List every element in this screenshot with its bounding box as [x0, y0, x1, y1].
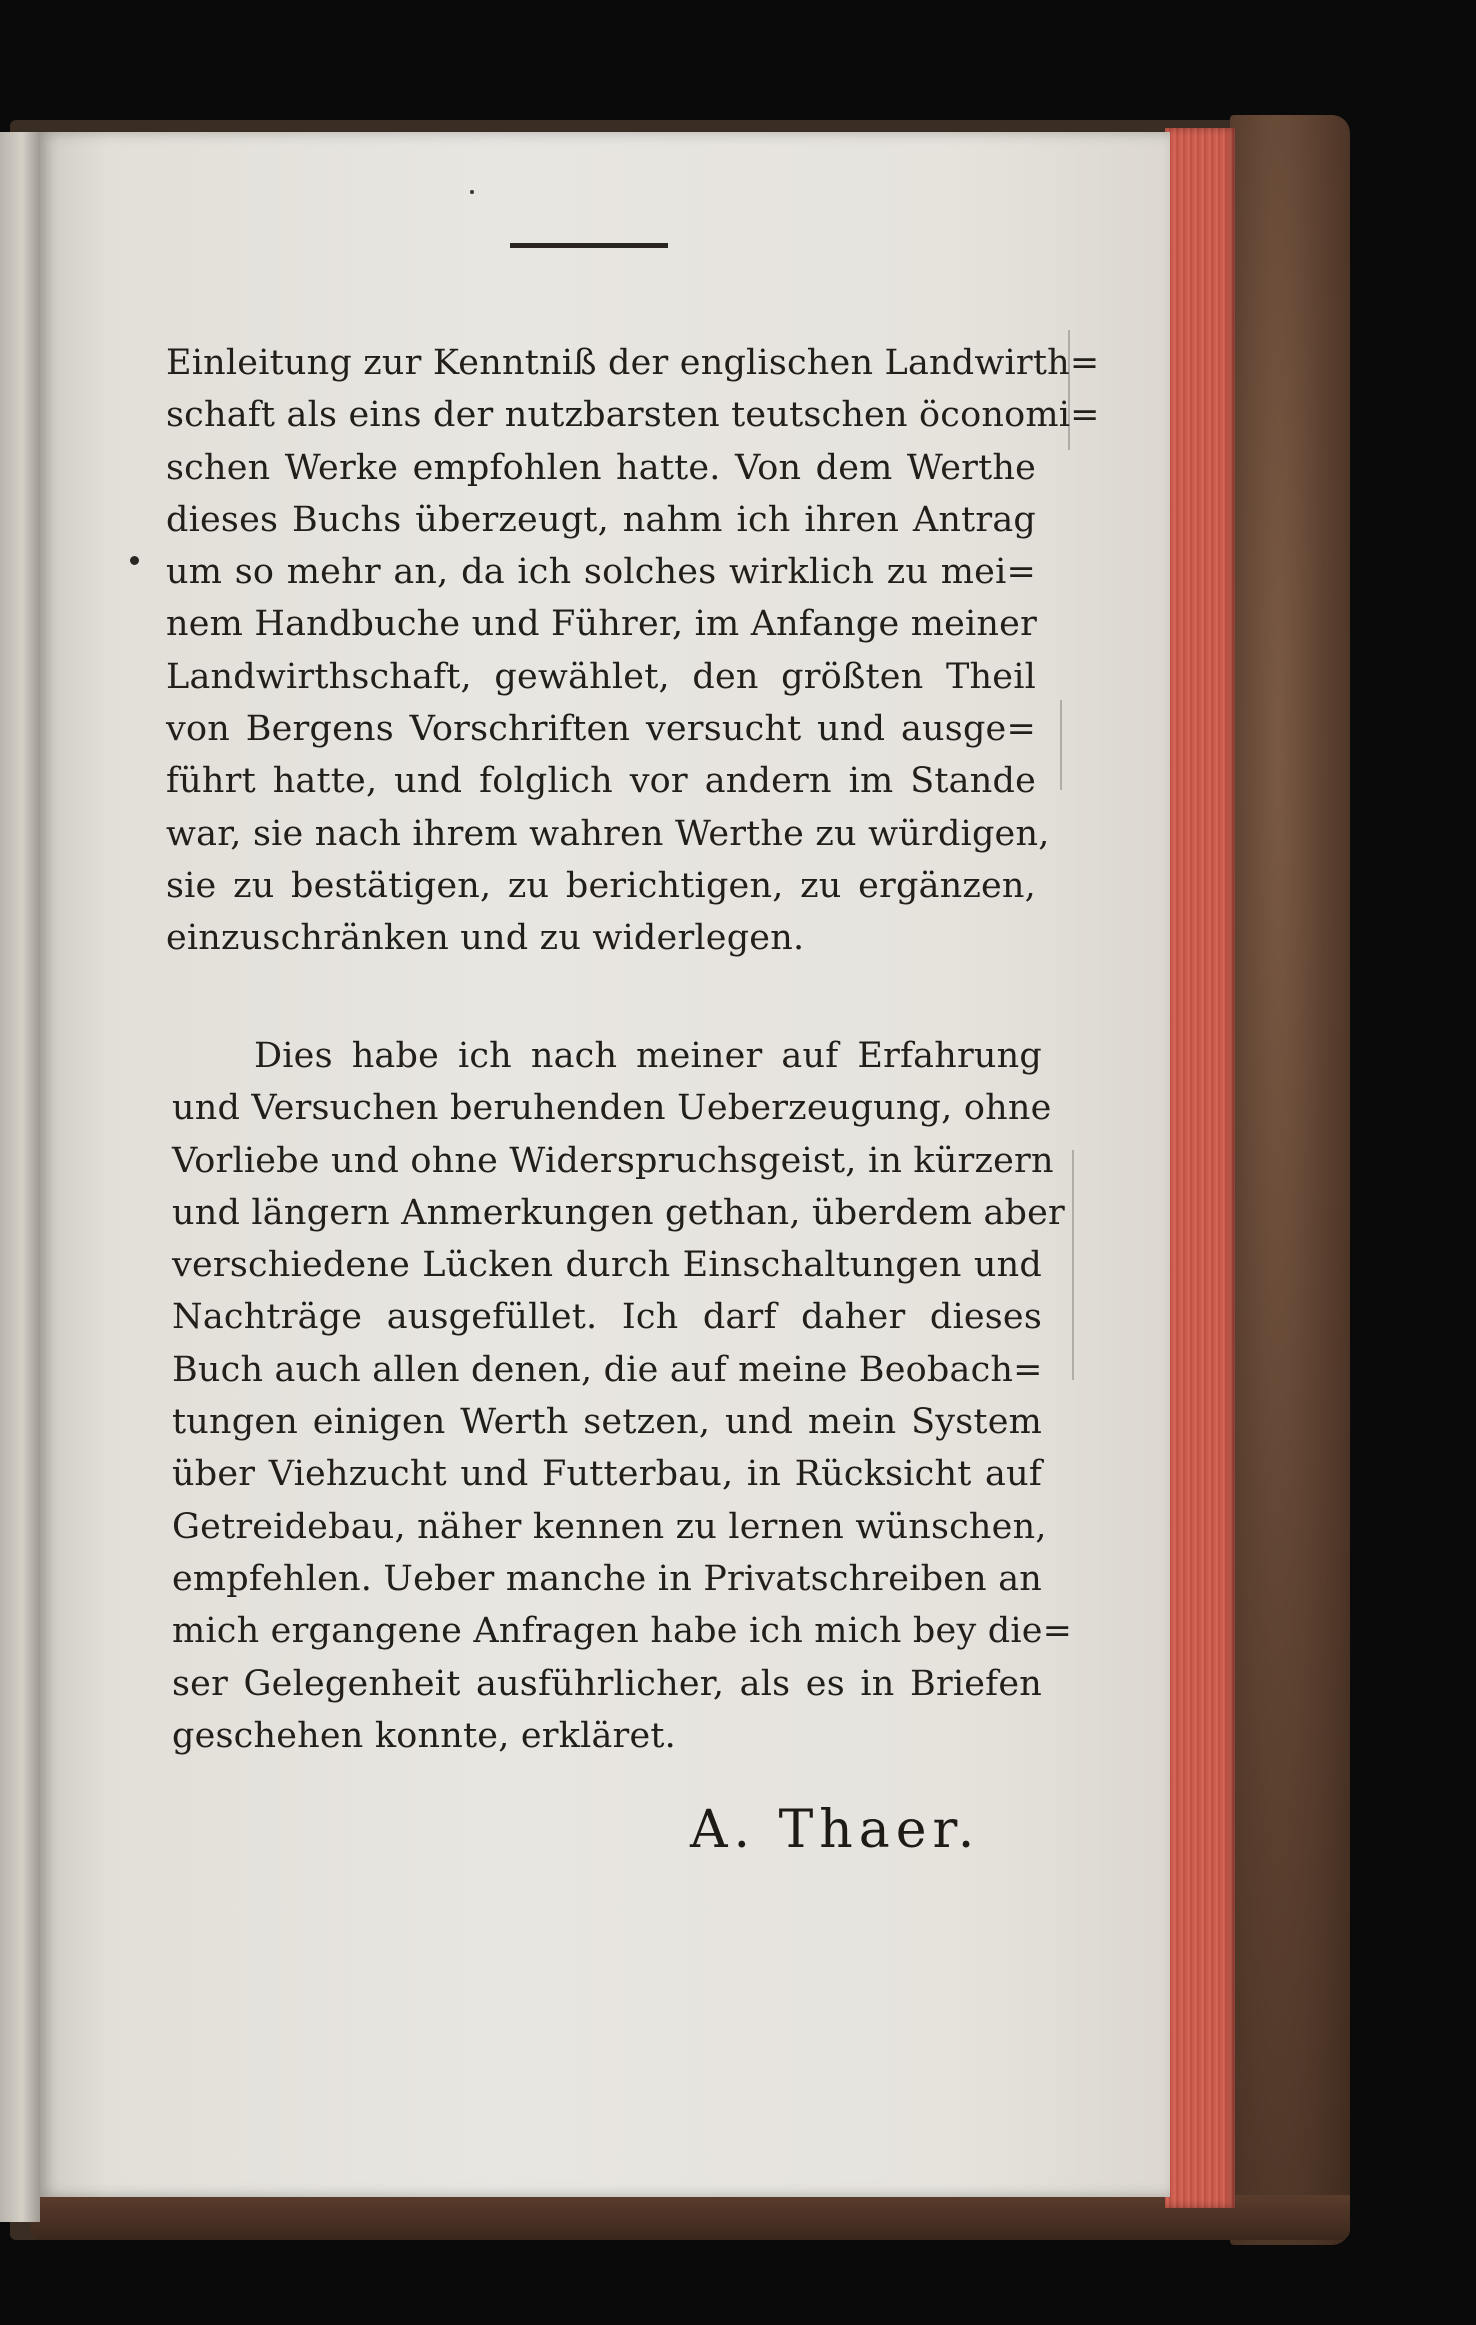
- text-line: einzuschränken und zu widerlegen.: [166, 918, 805, 959]
- text-line: Vorliebe und ohne Widerspruchsgeist, in kürzern: [172, 1140, 1054, 1181]
- text-line: und längern Anmerkungen gethan, überdem aber: [172, 1192, 1065, 1233]
- text-line: mich ergangene Anfragen habe ich mich bey die=: [172, 1611, 1073, 1652]
- text-line: nem Handbuche und Führer, im Anfange meiner: [166, 604, 1038, 645]
- book-cover-leather: [1230, 115, 1350, 2245]
- text-line: schaft als eins der nutzbarsten teutschen öconomi=: [166, 395, 1100, 436]
- text-line: sie zu bestätigen, zu berichtigen, zu ergänzen,: [166, 865, 1036, 906]
- text-line: Landwirthschaft, gewählet, den größten Theil: [166, 656, 1036, 697]
- text-line: und Versuchen beruhenden Ueberzeugung, ohne: [172, 1088, 1052, 1129]
- text-line: tungen einigen Werth setzen, und mein System: [172, 1402, 1042, 1443]
- text-line: dieses Buchs überzeugt, nahm ich ihren Antrag: [166, 499, 1036, 540]
- page-fore-edge: [1165, 128, 1235, 2208]
- paragraph-2: [172, 1030, 1073, 1762]
- text-line: Nachträge ausgefüllet. Ich darf daher dieses: [172, 1297, 1042, 1338]
- text-line: ser Gelegenheit ausführlicher, als es in Briefen: [172, 1663, 1042, 1704]
- paragraph-1: [166, 337, 1100, 965]
- text-line: von Bergens Vorschriften versucht und ausge=: [166, 709, 1036, 750]
- text-line: war, sie nach ihrem wahren Werthe zu würdigen,: [166, 813, 1050, 854]
- text-line: verschiedene Lücken durch Einschaltungen und: [172, 1245, 1042, 1286]
- text-line: Getreidebau, näher kennen zu lernen wünschen,: [172, 1506, 1047, 1547]
- ink-dot: [470, 190, 474, 194]
- header-rule: [510, 243, 668, 248]
- facing-page-edge: [0, 132, 40, 2222]
- pencil-mark: [1072, 1150, 1074, 1380]
- text-line: führt hatte, und folglich vor andern im Stande: [166, 761, 1036, 802]
- pencil-mark: [1060, 700, 1062, 790]
- book-cover-bottom: [30, 2195, 1350, 2240]
- text-line: schen Werke empfohlen hatte. Von dem Werthe: [166, 447, 1036, 488]
- text-line: Buch auch allen denen, die auf meine Beobach=: [172, 1349, 1043, 1390]
- margin-mark: [130, 556, 139, 565]
- text-line: Dies habe ich nach meiner auf Erfahrung: [254, 1036, 1042, 1076]
- text-line: über Viehzucht und Futterbau, in Rücksicht auf: [172, 1454, 1042, 1495]
- author-signature: A. Thaer.: [690, 1800, 981, 1860]
- text-line: Einleitung zur Kenntniß der englischen Landwirth=: [166, 343, 1100, 383]
- text-line: um so mehr an, da ich solches wirklich zu mei=: [166, 552, 1036, 593]
- text-line: empfehlen. Ueber manche in Privatschreiben an: [172, 1558, 1042, 1599]
- text-line: geschehen konnte, erkläret.: [172, 1715, 676, 1756]
